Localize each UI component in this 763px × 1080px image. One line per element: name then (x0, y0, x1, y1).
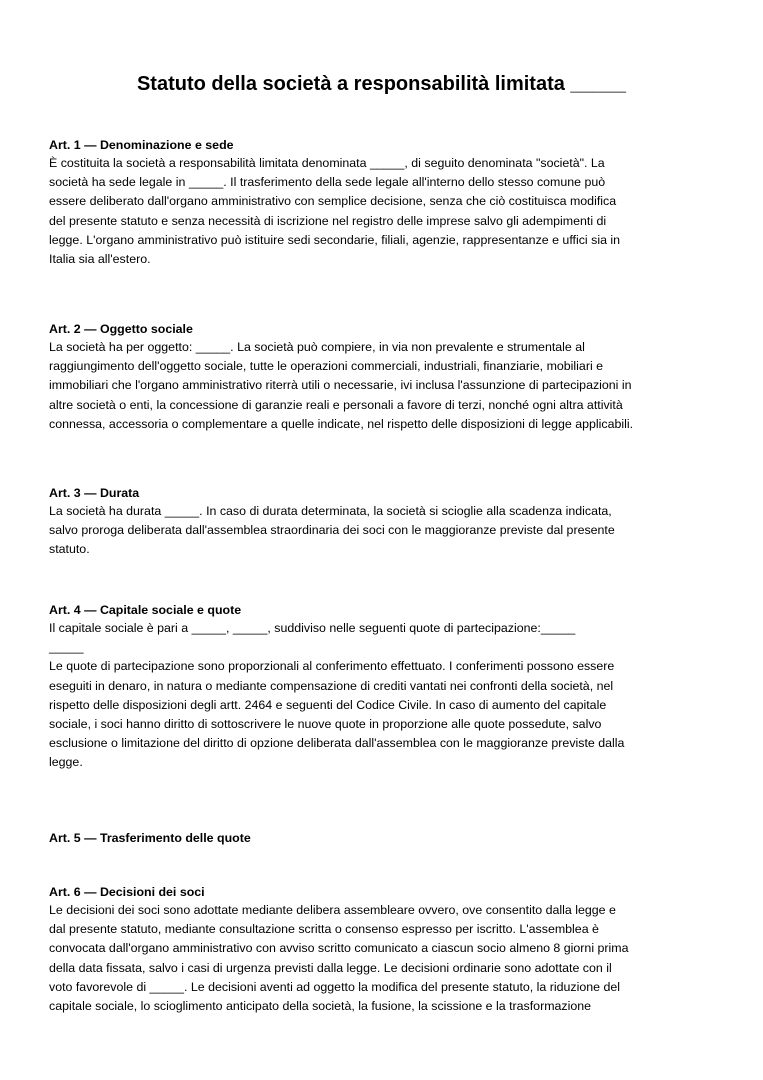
article-body: È costituita la società a responsabilità limitata denominata _____, di seguito denominata "società". La società ha sede legale in _____. Il trasferimento della sede legale all'interno dello stesso comune può essere deliberato dall'organo amministrativo con semplice decisione, senza che ciò costituisca modifica del presente statuto e senza necessità di iscrizione nel registro delle imprese salvo gli adempimenti di legge. L'organo amministrativo può istituire sedi secondarie, filiali, agenzie, rappresentanze e uffici sia in Italia sia all'estero. (49, 156, 621, 267)
article-1 (49, 136, 717, 269)
article-heading: Art. 1 — Denominazione e sede (49, 138, 234, 152)
document-title: Statuto della società a responsabilità limitata _____ (136, 73, 627, 95)
article-heading: Art. 6 — Decisioni dei soci (49, 885, 205, 899)
article-5 (49, 829, 717, 847)
article-body: Le decisioni dei soci sono adottate mediante delibera assembleare ovvero, ove consentito dalla legge e dal presente statuto, mediante consultazione scritta o consenso espresso per iscritto. L'assemblea è convocata dall'organo amministrativo con avviso scritto comunicato a ciascun socio almeno 8 giorni prima della data fissata, salvo i casi di urgenza previsti dalla legge. Le decisioni ordinarie sono adottate con il voto favorevole di _____. Le decisioni aventi ad oggetto la modifica del presente statuto, la riduzione del capitale sociale, lo scioglimento anticipato della società, la fusione, la scissione e la trasformazione (49, 903, 629, 1014)
article-heading: Art. 3 — Durata (49, 486, 140, 500)
article-4 (49, 601, 717, 773)
article-heading: Art. 4 — Capitale sociale e quote (49, 603, 242, 617)
article-heading: Art. 2 — Oggetto sociale (49, 322, 193, 336)
article-2 (49, 320, 717, 434)
article-heading: Art. 5 — Trasferimento delle quote (49, 831, 251, 845)
article-3 (49, 484, 717, 560)
article-body: La società ha per oggetto: _____. La società può compiere, in via non prevalente e strumentale al raggiungimento dell'oggetto sociale, tutte le operazioni commerciali, industriali, finanziarie, mobiliari e immobiliari che l'organo amministrativo riterrà utili o necessarie, ivi inclusa l'assunzione di partecipazioni in altre società o enti, la concessione di garanzie reali e personali a favore di terzi, nonché ogni altra attività connessa, accessoria o complementare a quelle indicate, nel rispetto delle disposizioni di legge applicabili. (49, 340, 634, 431)
article-body: Il capitale sociale è pari a _____, _____, suddiviso nelle seguenti quote di partecipazione:_____ _____ Le quote di partecipazione sono proporzionali al conferimento effettuato. I conferimenti possono essere eseguiti in denaro, in natura o mediante compensazione di crediti vantati nei confronti della società, nel rispetto delle disposizioni degli artt. 2464 e seguenti del Codice Civile. In caso di aumento del capitale sociale, i soci hanno diritto di sottoscrivere le nuove quote in proporzione alle quote possedute, salvo esclusione o limitazione del diritto di opzione deliberata dall'assemblea con le maggioranze previste dalla legge. (49, 621, 625, 770)
article-6 (49, 883, 717, 1016)
article-body: La società ha durata _____. In caso di durata determinata, la società si scioglie alla scadenza indicata, salvo proroga deliberata dall'assemblea straordinaria dei soci con le maggioranze previste dal presente statuto. (49, 504, 615, 557)
